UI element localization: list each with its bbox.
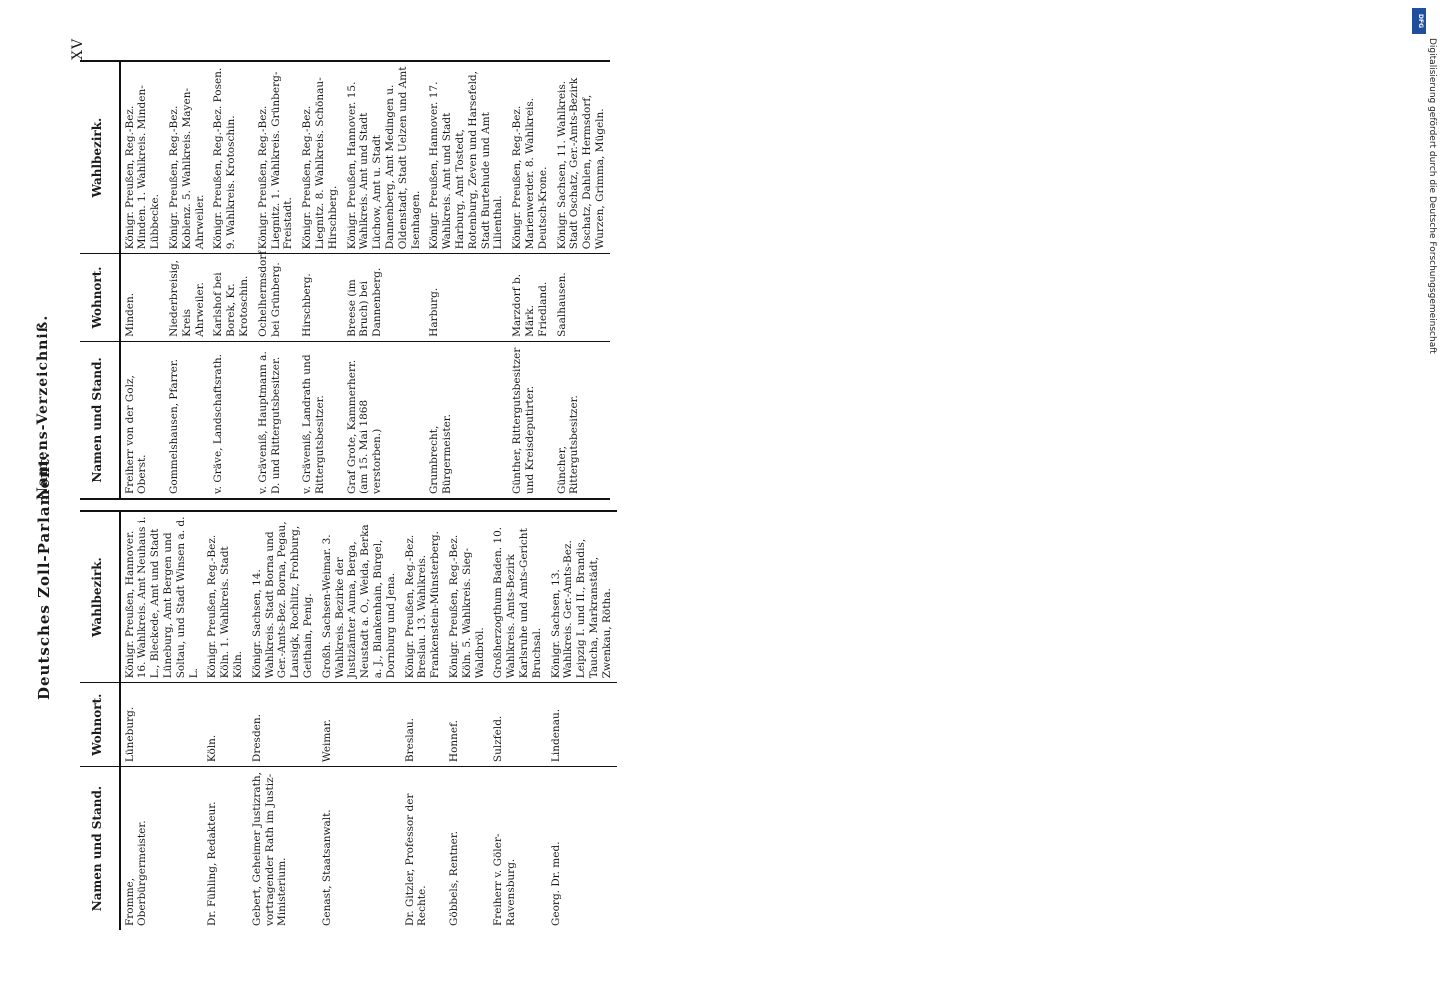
register-table-left	[80, 510, 617, 930]
table-row	[553, 61, 610, 499]
table-row	[298, 61, 342, 499]
residence-cell: Ochelhermsdorf bei Grünberg.	[254, 254, 298, 342]
member-name-cell: Fromme, Oberbürgermeister.	[123, 820, 149, 926]
table-row	[248, 511, 318, 930]
residence-cell: Niederbreisig, Kreis Ahrweiler.	[165, 254, 209, 342]
residence-cell: Lüneburg.	[120, 683, 204, 767]
register-body-right	[120, 61, 610, 499]
residence-cell: Karlshof bei Borek, Kr. Krotoschin.	[209, 254, 253, 342]
district-cell: Königr. Preußen, Hannover. 16. Wahlkreis. Amt Neuhaus i. L., Bleckede, Amt und Stadt Lüneburg, Amt Bergen und Soltau, und Stadt Winsen a. d. L.	[120, 511, 204, 683]
residence-cell: Köln.	[203, 683, 247, 767]
member-name-cell: Gommelshausen, Pfarrer.	[168, 358, 181, 494]
member-name-cell: Freiherr von der Golz, Oberst.	[123, 375, 149, 494]
register-table-right	[80, 60, 610, 500]
table-row	[209, 61, 253, 499]
residence-cell: Saalhausen.	[553, 254, 610, 342]
member-name-cell: Güncher, Rittergutsbesitzer.	[555, 395, 581, 494]
district-cell: Königr. Preußen, Hannover. 17. Wahlkreis. Amt und Stadt Harburg, Amt Tostedt, Rotenburg, Zeven und Harsefeld, Stadt Burtehude und Amt Lilienthal.	[425, 61, 508, 254]
heading-right: Namens-Verzeichniß.	[35, 314, 51, 500]
member-name-cell: Dr. Fühling, Redakteur.	[206, 801, 219, 926]
header-residence: Wohnort.	[80, 683, 120, 767]
table-row	[165, 61, 209, 499]
heading-left: Deutsches Zoll-Parlament.	[35, 451, 53, 700]
table-row	[508, 61, 552, 499]
table-row	[547, 511, 617, 930]
district-cell: Königr. Preußen, Reg.-Bez. Liegnitz. 8. Wahlkreis. Schönau-Hirschberg.	[298, 61, 342, 254]
member-name-cell: Grumbrecht, Bürgermeister.	[428, 413, 454, 494]
district-cell: Königr. Preußen, Reg.-Bez. Marienwerder. 8. Wahlkreis. Deutsch-Krone.	[508, 61, 552, 254]
member-name-cell: Günther, Rittergutsbesitzer und Kreisdeputirter.	[511, 347, 536, 494]
district-cell: Königr. Preußen, Reg.-Bez. Köln. 1. Wahlkreis. Stadt Köln.	[203, 511, 247, 683]
table-header-row	[80, 511, 120, 930]
table-row	[343, 61, 426, 499]
header-name: Namen und Stand.	[80, 767, 120, 930]
dfg-watermark: Digitalisierung gefördert durch die Deutsche Forschungsgemeinschaft	[1427, 38, 1437, 354]
residence-cell: Lindenau.	[547, 683, 617, 767]
member-name-cell: v. Gräveniß, Landrath und Rittergutsbesitzer.	[301, 354, 326, 494]
district-cell: Königr. Preußen, Hannover. 15. Wahlkreis. Amt und Stadt Lüchow, Amt u. Stadt Dannenberg, Amt Medingen u. Oldenstadt, Stadt Uelzen und Amt Isenhagen.	[343, 61, 426, 254]
table-row	[318, 511, 401, 930]
member-name-cell: v. Gräveniß, Hauptmann a. D. und Rittergutsbesitzer.	[256, 351, 282, 494]
residence-cell: Dresden.	[248, 683, 318, 767]
residence-cell: Breslau.	[401, 683, 445, 767]
member-name-cell: Göbbels, Rentner.	[447, 830, 460, 926]
table-row	[120, 61, 165, 499]
register-body-left	[120, 511, 617, 930]
residence-cell: Breese (im Bruch) bei Dannenberg.	[343, 254, 426, 342]
member-name-cell: Gebert, Geheimer Justizrath, vortragender Rath im Justiz-Ministerium.	[250, 772, 289, 926]
dfg-logo-text: DFG	[1417, 13, 1424, 29]
table-row	[425, 61, 508, 499]
register-column-left	[80, 510, 617, 930]
header-residence: Wohnort.	[80, 254, 120, 342]
table-row	[254, 61, 298, 499]
residence-cell: Minden.	[120, 254, 165, 342]
register-column-right	[80, 60, 610, 500]
district-cell: Großherzogthum Baden. 10. Wahlkreis. Amts-Bezirk Karlsruhe und Amts-Gericht Bruchsal.	[489, 511, 546, 683]
residence-cell: Honnef.	[445, 683, 489, 767]
residence-cell: Sulzfeld.	[489, 683, 546, 767]
district-cell: Königr. Sachsen, 14. Wahlkreis. Stadt Borna und Ger.-Amts-Bez. Borna, Pegau, Lausigk, Rochlitz, Frohburg, Geithain, Penig.	[248, 511, 318, 683]
table-row	[445, 511, 489, 930]
district-cell: Königr. Sachsen, 11. Wahlkreis. Stadt Oschatz, Ger.-Amts-Bezirk Oschatz, Dahlen, Hermsdorf, Wurzen, Grimma, Mügeln.	[553, 61, 610, 254]
table-row	[120, 511, 204, 930]
residence-cell: Marzdorf b. Märk. Friedland.	[508, 254, 552, 342]
district-cell: Königr. Sachsen, 13. Wahlkreis. Ger.-Amts-Bez. Leipzig I. und II., Brandis, Taucha, Markranstädt, Zwenkau, Rötha.	[547, 511, 617, 683]
district-cell: Königr. Preußen, Reg.-Bez. Koblenz. 5. Wahlkreis. Mayen-Ahrweiler.	[165, 61, 209, 254]
member-name-cell: Georg. Dr. med.	[549, 841, 562, 926]
district-cell: Königr. Preußen, Reg.-Bez. Posen. 9. Wahlkreis. Krotoschin.	[209, 61, 253, 254]
district-cell: Königr. Preußen, Reg.-Bez. Minden. 1. Wahlkreis. Minden-Lübbecke.	[120, 61, 165, 254]
member-name-cell: Dr. Gitzler, Professor der Rechte.	[403, 793, 429, 926]
member-name-cell: v. Gräve, Landschaftsrath.	[212, 354, 225, 494]
page-number: XV	[70, 37, 86, 60]
header-name: Namen und Stand.	[80, 341, 120, 499]
district-cell: Königr. Preußen, Reg.-Bez. Breslau. 13. Wahlkreis. Frankenstein-Münsterberg.	[401, 511, 445, 683]
dfg-logo-icon	[1412, 8, 1426, 38]
header-district: Wahlbezirk.	[80, 61, 120, 254]
residence-cell: Harburg.	[425, 254, 508, 342]
table-row	[489, 511, 546, 930]
table-row	[203, 511, 247, 930]
district-cell: Königr. Preußen, Reg.-Bez. Liegnitz. 1. Wahlkreis. Grünberg-Freistadt.	[254, 61, 298, 254]
table-header-row	[80, 61, 120, 499]
residence-cell: Hirschberg.	[298, 254, 342, 342]
member-name-cell: Genast, Staatsanwalt.	[320, 809, 333, 926]
member-name-cell: Graf Grote, Kammerherr. (am 15. Mai 1868 verstorben.)	[345, 359, 384, 494]
residence-cell: Weimar.	[318, 683, 401, 767]
member-name-cell: Freiherr v. Göler-Ravensburg.	[492, 833, 518, 926]
district-cell: Königr. Preußen, Reg.-Bez. Köln. 5. Wahlkreis. Sieg-Waldbröl.	[445, 511, 489, 683]
table-row	[401, 511, 445, 930]
header-district: Wahlbezirk.	[80, 511, 120, 683]
district-cell: Großh. Sachsen-Weimar. 3. Wahlkreis. Bezirke der Justizämter Auma, Berga, Neustadt a. O., Weida, Berka a. J., Blankenhain, Bürgel, Dornburg und Jena.	[318, 511, 401, 683]
